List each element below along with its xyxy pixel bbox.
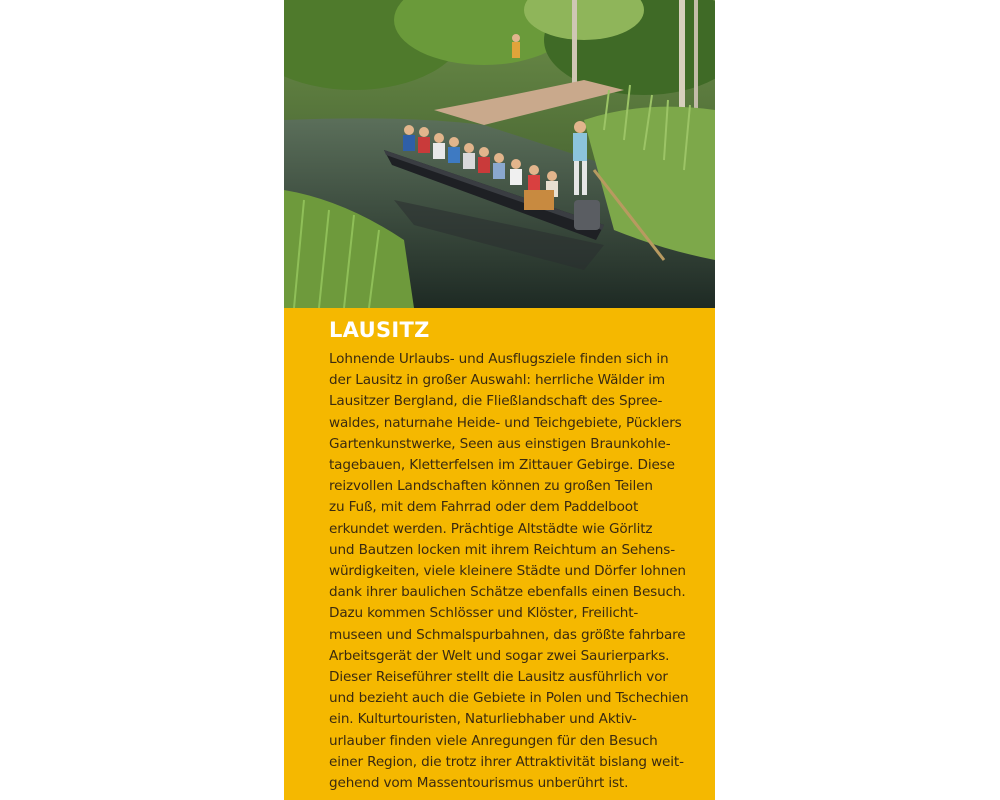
body-line: gehend vom Massentourismus unberührt ist. — [329, 775, 629, 792]
body-line: dank ihrer baulichen Schätze ebenfalls einen Besuch. — [329, 584, 686, 601]
cover-photo — [284, 0, 715, 308]
body-line: und Bautzen locken mit ihrem Reichtum an Sehens- — [329, 541, 675, 558]
body-line: einer Region, die trotz ihrer Attraktivität bislang weit- — [329, 753, 684, 770]
body-line: erkundet werden. Prächtige Altstädte wie Görlitz — [329, 520, 653, 537]
body-line: tagebauen, Kletterfelsen im Zittauer Gebirge. Diese — [329, 457, 675, 474]
text-panel — [284, 308, 715, 800]
body-line: Lausitzer Bergland, die Fließlandschaft des Spree- — [329, 393, 663, 410]
body-line: Dieser Reiseführer stellt die Lausitz ausführlich vor — [329, 669, 668, 686]
body-line: ein. Kulturtouristen, Naturliebhaber und Aktiv- — [329, 711, 637, 728]
body-line: waldes, naturnahe Heide- und Teichgebiete, Pücklers — [329, 414, 682, 431]
body-line: zu Fuß, mit dem Fahrrad oder dem Paddelboot — [329, 499, 639, 516]
body-line: urlauber finden viele Anregungen für den Besuch — [329, 732, 658, 749]
body-line: und bezieht auch die Gebiete in Polen und Tschechien — [329, 690, 689, 707]
body-paragraph — [329, 349, 709, 794]
body-line: der Lausitz in großer Auswahl: herrliche Wälder im — [329, 372, 665, 389]
body-line: würdigkeiten, viele kleinere Städte und Dörfer lohnen — [329, 563, 686, 580]
body-line: Dazu kommen Schlösser und Klöster, Freilicht- — [329, 605, 639, 622]
body-line: Gartenkunstwerke, Seen aus einstigen Braunkohle- — [329, 435, 671, 452]
book-page — [284, 0, 715, 800]
page-title: LAUSITZ — [329, 318, 430, 342]
body-line: reizvollen Landschaften können zu großen Teilen — [329, 478, 653, 495]
body-line: museen und Schmalspurbahnen, das größte fahrbare — [329, 626, 686, 643]
body-line: Arbeitsgerät der Welt und sogar zwei Saurierparks. — [329, 647, 670, 664]
boat-scene-image — [284, 0, 715, 308]
body-line: Lohnende Urlaubs- und Ausflugsziele finden sich in — [329, 351, 669, 367]
